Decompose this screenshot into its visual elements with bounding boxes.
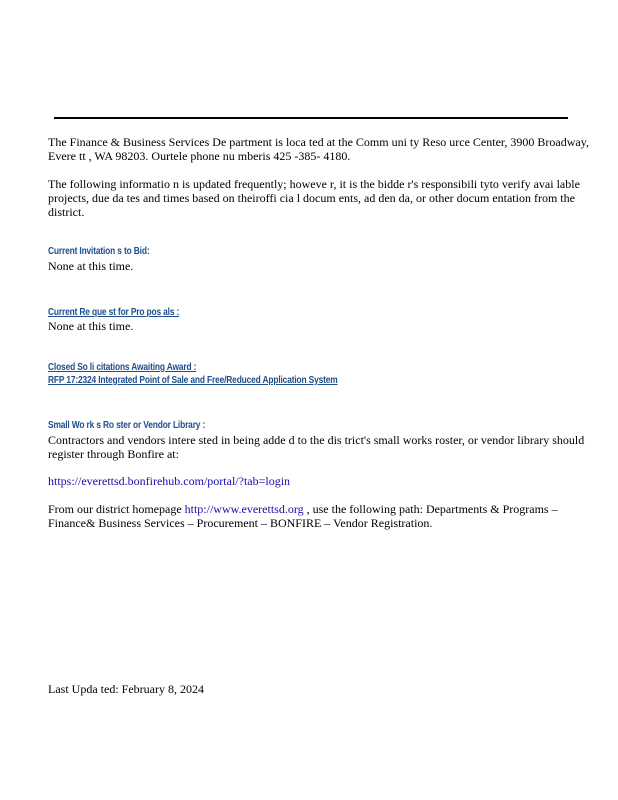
intro-paragraph-location: The Finance & Business Services De partment is loca ted at the Comm uni ty Reso urce Center, 3900 Broadway, Evere tt , WA 98203. Ourtele phone nu mberis 425 -385- 4180. <box>48 135 589 163</box>
requests-for-proposals-heading: Current Re que st for Pro pos als : <box>48 306 180 318</box>
path-prefix-text: From our district homepage <box>48 502 185 516</box>
vendor-registration-path <box>48 502 590 530</box>
district-homepage-link[interactable]: http://www.everettsd.org <box>184 502 304 516</box>
horizontal-rule <box>54 117 568 119</box>
last-updated-date: Last Upda ted: February 8, 2024 <box>48 682 204 696</box>
closed-solicitations-heading: Closed So li citations Awaiting Award : <box>48 361 197 373</box>
small-works-roster-description: Contractors and vendors intere sted in being adde d to the dis trict's small works roster, or vendor library should register through Bonfire at: <box>48 433 585 461</box>
bonfire-portal-link[interactable]: https://everettsd.bonfirehub.com/portal/?tab=login <box>48 474 291 488</box>
bonfire-portal-link-wrap <box>48 474 290 488</box>
small-works-roster-heading: Small Wo rk s Ro ster or Vendor Library : <box>48 419 206 431</box>
intro-paragraph-disclaimer: The following informatio n is updated frequently; howeve r, it is the bidde r's responsibili tyto verify avai lable projects, due da tes and times based on theiroffi cia l docum ents, ad den da, or other docum entation from the district. <box>48 177 580 219</box>
invitations-to-bid-heading: Current Invitation s to Bid: <box>48 245 150 257</box>
requests-for-proposals-status: None at this time. <box>48 319 134 333</box>
closed-solicitation-rfp-link[interactable]: RFP 17:2324 Integrated Point of Sale and Free/Reduced Application System <box>48 374 338 386</box>
invitations-to-bid-status: None at this time. <box>48 259 134 273</box>
path-suffix-text: , use the following path: Departments & Programs – Finance& Business Services – Procurement – BONFIRE – Vendor Registration. <box>48 502 558 530</box>
